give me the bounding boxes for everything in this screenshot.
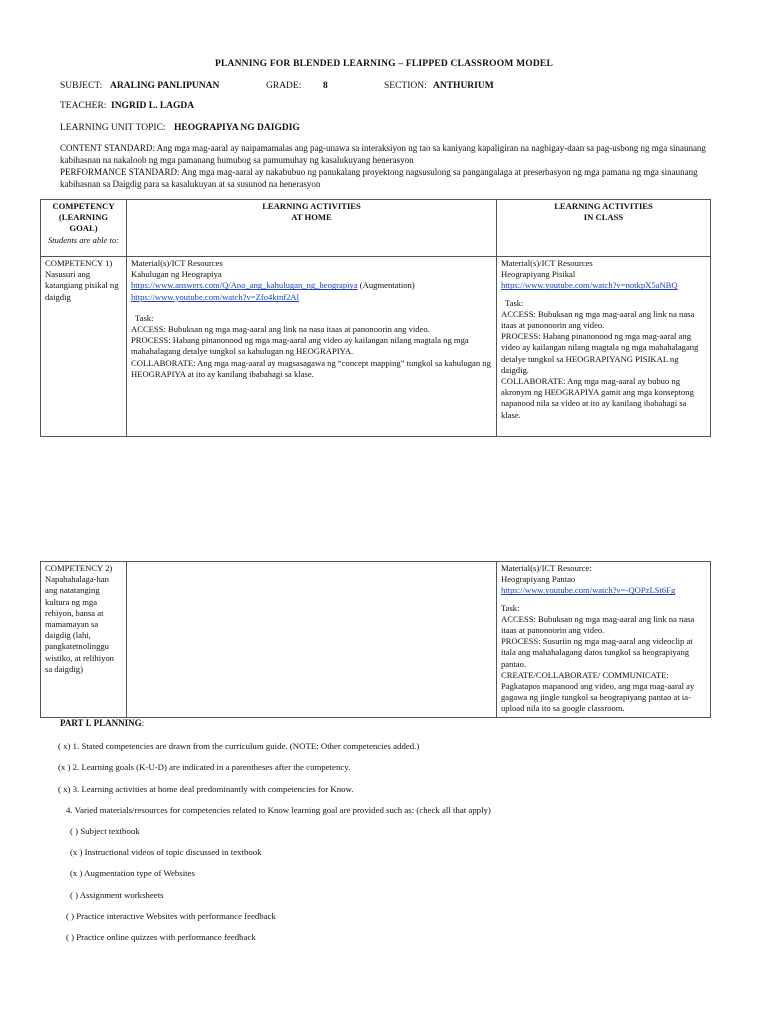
class-resources-label: Material(s)/ICT Resources bbox=[501, 258, 593, 268]
home-activity-2-cell bbox=[127, 562, 497, 718]
section-value: ANTHURIUM bbox=[433, 81, 494, 91]
planning-heading-colon: : bbox=[141, 718, 145, 728]
teacher-value: INGRID L. LAGDA bbox=[111, 101, 195, 111]
class-task-label: Task: bbox=[505, 297, 524, 308]
class2-resources-title: Heograpiyang Pantao bbox=[501, 574, 576, 585]
class-collaborate: COLLABORATE: Ang mga mag-aaral ay bubuo ng akronym ng HEOGRAPIYA gamit ang mga konseptong napanood nila sa video at ito ay kanilang ibabahagi sa klase. bbox=[501, 376, 694, 420]
subject-label: SUBJECT: bbox=[60, 81, 103, 91]
home-link-1[interactable]: https://www.answers.com/Q/Ano_ang_kahulugan_ng_heograpiya bbox=[131, 280, 358, 291]
class-activity-2-cell bbox=[497, 562, 711, 718]
planning-item-4: 4. Varied materials/resources for competencies related to Know learning goal are provided such as: (check all that apply) bbox=[66, 805, 491, 815]
in-class-header-line1: LEARNING ACTIVITIES bbox=[554, 201, 653, 211]
planning-option-textbook: ( ) Subject textbook bbox=[70, 826, 140, 836]
home-link-1-line bbox=[131, 280, 492, 291]
home-process: PROCESS: Habang pinanonood ng mga mag-aaral ang video ay kailangan nilang magtala ng mga mahahalagang detalye tungkol sa kahulugan ng HEOGRAPIYA. bbox=[131, 335, 469, 357]
content-standard: CONTENT STANDARD: Ang mga mag-aaral ay naipamamalas ang pag-unawa sa interaksiyon ng tao sa kaniyang kapaligiran na nagbigay-daan sa pag-usbong ng mga sinaunang kabihasnan na nakaloob ng mga pamanang humubog sa pamumuhay ng kasalukuyang henerasyon bbox=[60, 143, 706, 165]
at-home-header bbox=[127, 200, 497, 257]
class-activity-1-cell bbox=[497, 257, 711, 437]
competency-2-cell bbox=[41, 562, 127, 718]
home-collaborate: COLLABORATE: Ang mga mag-aaral ay magsasagawa ng “concept mapping” tungkol sa kahulugan ng HEOGRAPIYA at ito ay kanilang ibabahagi sa klase. bbox=[131, 357, 491, 379]
home-task-label: Task: bbox=[135, 312, 154, 323]
in-class-header-line2: IN CLASS bbox=[583, 212, 624, 223]
competency-1-cell bbox=[41, 257, 127, 437]
class-link-1[interactable]: https://www.youtube.com/watch?v=notkpX5aNBQ bbox=[501, 280, 678, 291]
planning-heading bbox=[60, 718, 144, 728]
planning-heading-text: PART I. PLANNING bbox=[60, 718, 142, 728]
class-access: ACCESS: Bubuksan ng mga mag-aaral ang link na nasa itaas at panonoorin ang video. bbox=[501, 308, 695, 331]
class2-create-label: CREATE/COLLABORATE/ COMMUNICATE: bbox=[501, 669, 669, 680]
topic-label: LEARNING UNIT TOPIC: bbox=[60, 123, 166, 133]
teacher-label: TEACHER: bbox=[60, 101, 107, 111]
performance-standard: PERFORMANCE STANDARD: Ang mga mag-aaral ay nakabubuo ng panukalang proyektong nagsusulong sa pangangalaga at preserbasyon ng mga pamana ng mga sinaunang kabihasnan sa Daigdig para sa kasalukuyan at sa susunod na henerasyon bbox=[60, 167, 698, 189]
competency-2-text: COMPETENCY 2) Napahahalaga-han ang natatanging kultura ng mga rehiyon, bansa at mamamayan sa daigdig (lahi, pangkatetnolinggu wistiko, at relihiyon sa daigdig) bbox=[45, 563, 114, 674]
grade-label: GRADE: bbox=[266, 81, 302, 91]
home-activity-1-cell bbox=[127, 257, 497, 437]
class-resources-title: Heograpiyang Pisikal bbox=[501, 269, 576, 280]
in-class-header bbox=[497, 200, 711, 257]
section-label: SECTION: bbox=[384, 81, 427, 91]
home-access: ACCESS: Bubuksan ng mga mag-aaral ang link na nasa itaas at panonoorin ang video. bbox=[131, 324, 430, 335]
competency-subheader: Students are able to: bbox=[47, 234, 120, 245]
class2-access: ACCESS: Bubuksan ng mga mag-aaral ang link na nasa itaas at panonoorin ang video. bbox=[501, 613, 695, 636]
home-resources-title: Kahulugan ng Heograpiya bbox=[131, 269, 222, 280]
class2-task-label: Task: bbox=[501, 602, 520, 613]
class-process: PROCESS: Habang pinanonood ng mga mag-aaral ang video ay kailangan nilang magtala ng mga mahahalagang detalye tungkol sa HEOGRAPIYANG PISIKAL ng daigdig. bbox=[501, 331, 699, 375]
at-home-header-line1: LEARNING ACTIVITIES bbox=[262, 201, 361, 211]
planning-item-2: (x ) 2. Learning goals (K-U-D) are indicated in a parentheses after the competency. bbox=[58, 762, 351, 772]
document-title: PLANNING FOR BLENDED LEARNING – FLIPPED CLASSROOM MODEL bbox=[215, 59, 553, 69]
competency-header bbox=[41, 200, 127, 257]
home-link-1-suffix: (Augmentation) bbox=[357, 280, 415, 291]
planning-option-quizzes: ( ) Practice online quizzes with performance feedback bbox=[66, 932, 256, 942]
planning-item-1: ( x) 1. Stated competencies are drawn from the curriculum guide. (NOTE: Other competencies added.) bbox=[58, 741, 420, 751]
activities-table-2 bbox=[40, 561, 711, 718]
competency-header-text: COMPETENCY (LEARNING GOAL) bbox=[52, 201, 115, 234]
grade-value: 8 bbox=[323, 81, 328, 91]
planning-item-3: ( x) 3. Learning activities at home deal predominantly with competencies for Know. bbox=[58, 784, 354, 794]
planning-option-videos: (x ) Instructional videos of topic discussed in textbook bbox=[70, 847, 262, 857]
topic-value: HEOGRAPIYA NG DAIGDIG bbox=[174, 123, 300, 133]
at-home-header-line2: AT HOME bbox=[291, 212, 332, 223]
home-link-2[interactable]: https://www.youtube.com/watch?v=Zfo4ktnf2Al bbox=[131, 291, 300, 302]
home-resources-label: Material(s)/ICT Resources bbox=[131, 258, 223, 268]
subject-value: ARALING PANLIPUNAN bbox=[110, 81, 220, 91]
planning-option-interactive: ( ) Practice interactive Websites with performance feedback bbox=[66, 911, 276, 921]
class2-create-text: Pagkatapos mapanood ang video, ang mga mag-aaral ay gagawa ng jingle tungkol sa heograpiyang pantao at ia-upload nila ito sa google classroom. bbox=[501, 681, 695, 714]
planning-option-worksheets: ( ) Assignment worksheets bbox=[70, 890, 164, 900]
class2-resources-label: Material(s)/ICT Resource: bbox=[501, 563, 592, 573]
activities-table-1 bbox=[40, 199, 711, 437]
class2-process: PROCESS: Susuriin ng mga mag-aaral ang videoclip at itala ang mahahalagang datos tungkol sa heograpiyang pantao. bbox=[501, 636, 693, 669]
planning-option-websites: (x ) Augmentation type of Websites bbox=[70, 868, 195, 878]
class2-link-1[interactable]: https://www.youtube.com/watch?v=-QOPzLSt6Fg bbox=[501, 585, 676, 596]
competency-1-text: COMPETENCY 1) Nasusuri ang katangiang pisikal ng daigdig bbox=[45, 258, 119, 302]
